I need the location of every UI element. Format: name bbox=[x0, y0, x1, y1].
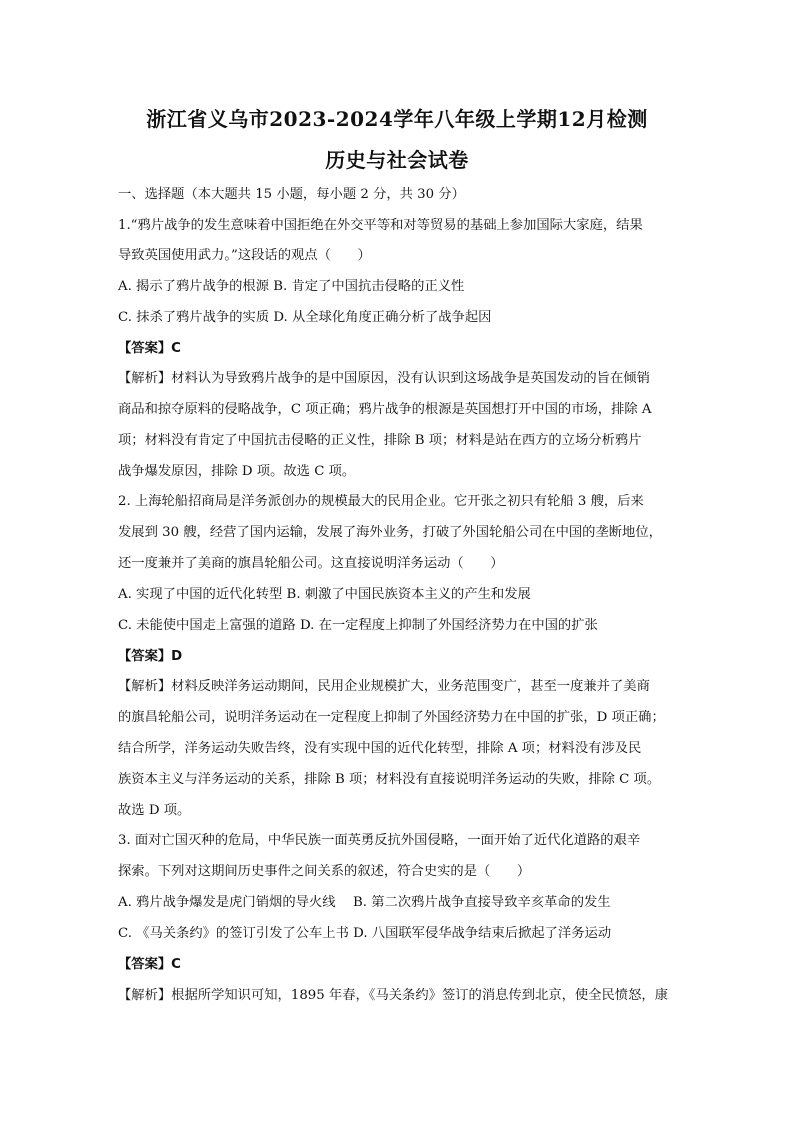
section-heading: 一、选择题（本大题共 15 小题，每小题 2 分，共 30 分） bbox=[118, 187, 465, 202]
question-2-options: C. 未能使中国走上富强的道路 D. 在一定程度上抑制了外国经济势力在中国的扩张 bbox=[118, 618, 598, 633]
question-1-analysis: 战争爆发原因，排除 D 项。故选 C 项。 bbox=[118, 464, 356, 479]
question-2-stem: 发展到 30 艘，经营了国内运输，发展了海外业务，打破了外国轮船公司在中国的垄断地位， bbox=[118, 525, 662, 540]
question-1-analysis: 项；材料没有肯定了中国抗击侵略的正义性，排除 B 项；材料是站在西方的立场分析鸦片 bbox=[118, 433, 642, 448]
question-1-options: A. 揭示了鸦片战争的根源 B. 肯定了中国抗击侵略的正义性 bbox=[118, 279, 465, 294]
question-1-options: C. 抹杀了鸦片战争的实质 D. 从全球化角度正确分析了战争起因 bbox=[118, 310, 492, 325]
question-3-stem: 探索。下列对这期间历史事件之间关系的叙述，符合史实的是（ ） bbox=[118, 864, 531, 879]
question-2-analysis: 【解析】材料反映洋务运动期间，民用企业规模扩大，业务范围变广，甚至一度兼并了美商 bbox=[118, 679, 650, 694]
question-1-stem: 1.“鸦片战争的发生意味着中国拒绝在外交平等和对等贸易的基础上参加国际大家庭，结果 bbox=[118, 218, 643, 233]
question-2-stem: 还一度兼并了美商的旗昌轮船公司。这直接说明洋务运动（ ） bbox=[118, 556, 504, 571]
question-2-analysis: 结合所学，洋务运动失败告终，没有实现中国的近代化转型，排除 A 项；材料没有涉及民 bbox=[118, 741, 642, 756]
question-2-answer: 【答案】D bbox=[118, 649, 183, 664]
question-2-stem: 2. 上海轮船招商局是洋务派创办的规模最大的民用企业。它开张之初只有轮船 3 艘，后来 bbox=[118, 494, 644, 509]
question-3-options: A. 鸦片战争爆发是虎门销烟的导火线 B. 第二次鸦片战争直接导致辛亥革命的发生 bbox=[118, 895, 611, 910]
question-3-options: C. 《马关条约》的签订引发了公车上书 D. 八国联军侵华战争结束后掀起了洋务运动 bbox=[118, 926, 612, 941]
question-1-analysis: 商品和掠夺原料的侵略战争，C 项正确；鸦片战争的根源是英国想打开中国的市场，排除 A bbox=[118, 402, 652, 417]
question-2-analysis: 的旗昌轮船公司，说明洋务运动在一定程度上抑制了外国经济势力在中国的扩张，D 项正确； bbox=[118, 710, 665, 725]
question-2-options: A. 实现了中国的近代化转型 B. 刺激了中国民族资本主义的产生和发展 bbox=[118, 587, 531, 602]
question-1-stem: 导致英国使用武力。”这段话的观点（ ） bbox=[118, 248, 371, 263]
question-3-stem: 3. 面对亡国灭种的危局，中华民族一面英勇反抗外国侵略，一面开始了近代化道路的艰辛 bbox=[118, 833, 641, 848]
question-1-analysis: 【解析】材料认为导致鸦片战争的是中国原因，没有认识到这场战争是英国发动的旨在倾销 bbox=[118, 371, 650, 386]
question-1-answer: 【答案】C bbox=[118, 341, 181, 356]
question-3-analysis: 【解析】根据所学知识可知，1895 年春，《马关条约》签订的消息传到北京，使全民愤怒，康 bbox=[118, 988, 668, 1003]
question-2-analysis: 族资本主义与洋务运动的关系，排除 B 项；材料没有直接说明洋务运动的失败，排除 C 项。 bbox=[118, 772, 661, 787]
question-3-answer: 【答案】C bbox=[118, 957, 181, 972]
document-subtitle: 历史与社会试卷 bbox=[325, 148, 469, 172]
document-title: 浙江省义乌市2023-2024学年八年级上学期12月检测 bbox=[146, 107, 648, 131]
question-2-analysis: 故选 D 项。 bbox=[118, 803, 191, 818]
